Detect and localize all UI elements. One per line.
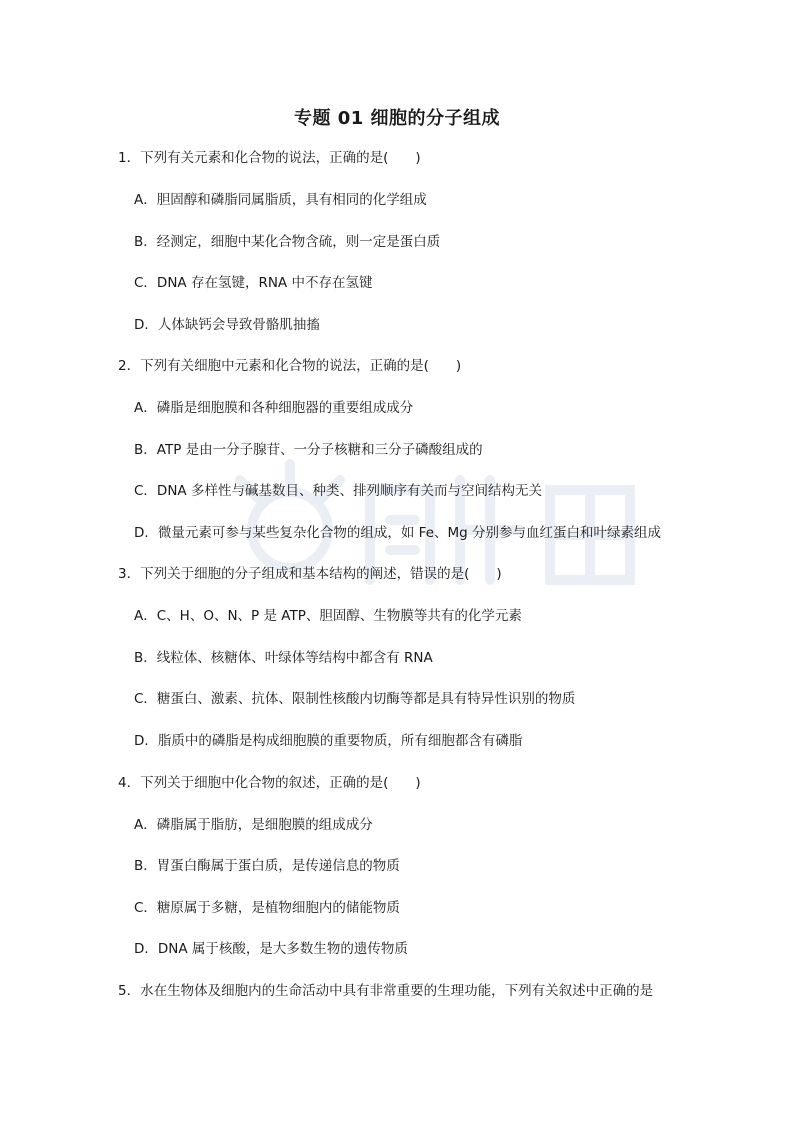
answer-option: D．人体缺钙会导致骨骼肌抽搐: [134, 317, 320, 333]
answer-option: B．ATP 是由一分子腺苷、一分子核糖和三分子磷酸组成的: [134, 442, 483, 458]
answer-option: A．胆固醇和磷脂同属脂质，具有相同的化学组成: [134, 192, 427, 208]
page-title: 专题 01 细胞的分子组成: [293, 108, 501, 129]
answer-option: B．胃蛋白酶属于蛋白质，是传递信息的物质: [134, 858, 400, 874]
answer-option: A．C、H、O、N、P 是 ATP、胆固醇、生物膜等共有的化学元素: [134, 608, 522, 624]
question-stem: 5．水在生物体及细胞内的生命活动中具有非常重要的生理功能，下列有关叙述中正确的是: [118, 983, 654, 999]
answer-option: D．脂质中的磷脂是构成细胞膜的重要物质，所有细胞都含有磷脂: [134, 733, 523, 749]
answer-option: B．经测定，细胞中某化合物含硫，则一定是蛋白质: [134, 234, 441, 250]
question-stem: 4．下列关于细胞中化合物的叙述，正确的是( ): [118, 775, 421, 791]
answer-option: B．线粒体、核糖体、叶绿体等结构中都含有 RNA: [134, 650, 433, 666]
question-stem: 2．下列有关细胞中元素和化合物的说法，正确的是( ): [118, 358, 462, 374]
question-stem: 1．下列有关元素和化合物的说法，正确的是( ): [118, 150, 421, 166]
answer-option: C．糖蛋白、激素、抗体、限制性核酸内切酶等都是具有特异性识别的物质: [134, 691, 576, 707]
answer-option: D．微量元素可参与某些复杂化合物的组成，如 Fe、Mg 分别参与血红蛋白和叶绿素组成: [134, 525, 662, 541]
answer-option: A．磷脂属于脂肪，是细胞膜的组成成分: [134, 817, 373, 833]
answer-option: C．DNA 存在氢键，RNA 中不存在氢键: [134, 275, 373, 291]
answer-option: C．糖原属于多糖，是植物细胞内的储能物质: [134, 900, 400, 916]
answer-option: C．DNA 多样性与碱基数目、种类、排列顺序有关而与空间结构无关: [134, 483, 542, 499]
answer-option: D．DNA 属于核酸，是大多数生物的遗传物质: [134, 941, 408, 957]
question-stem: 3．下列关于细胞的分子组成和基本结构的阐述，错误的是( ): [118, 566, 502, 582]
answer-option: A．磷脂是细胞膜和各种细胞器的重要组成成分: [134, 400, 414, 416]
